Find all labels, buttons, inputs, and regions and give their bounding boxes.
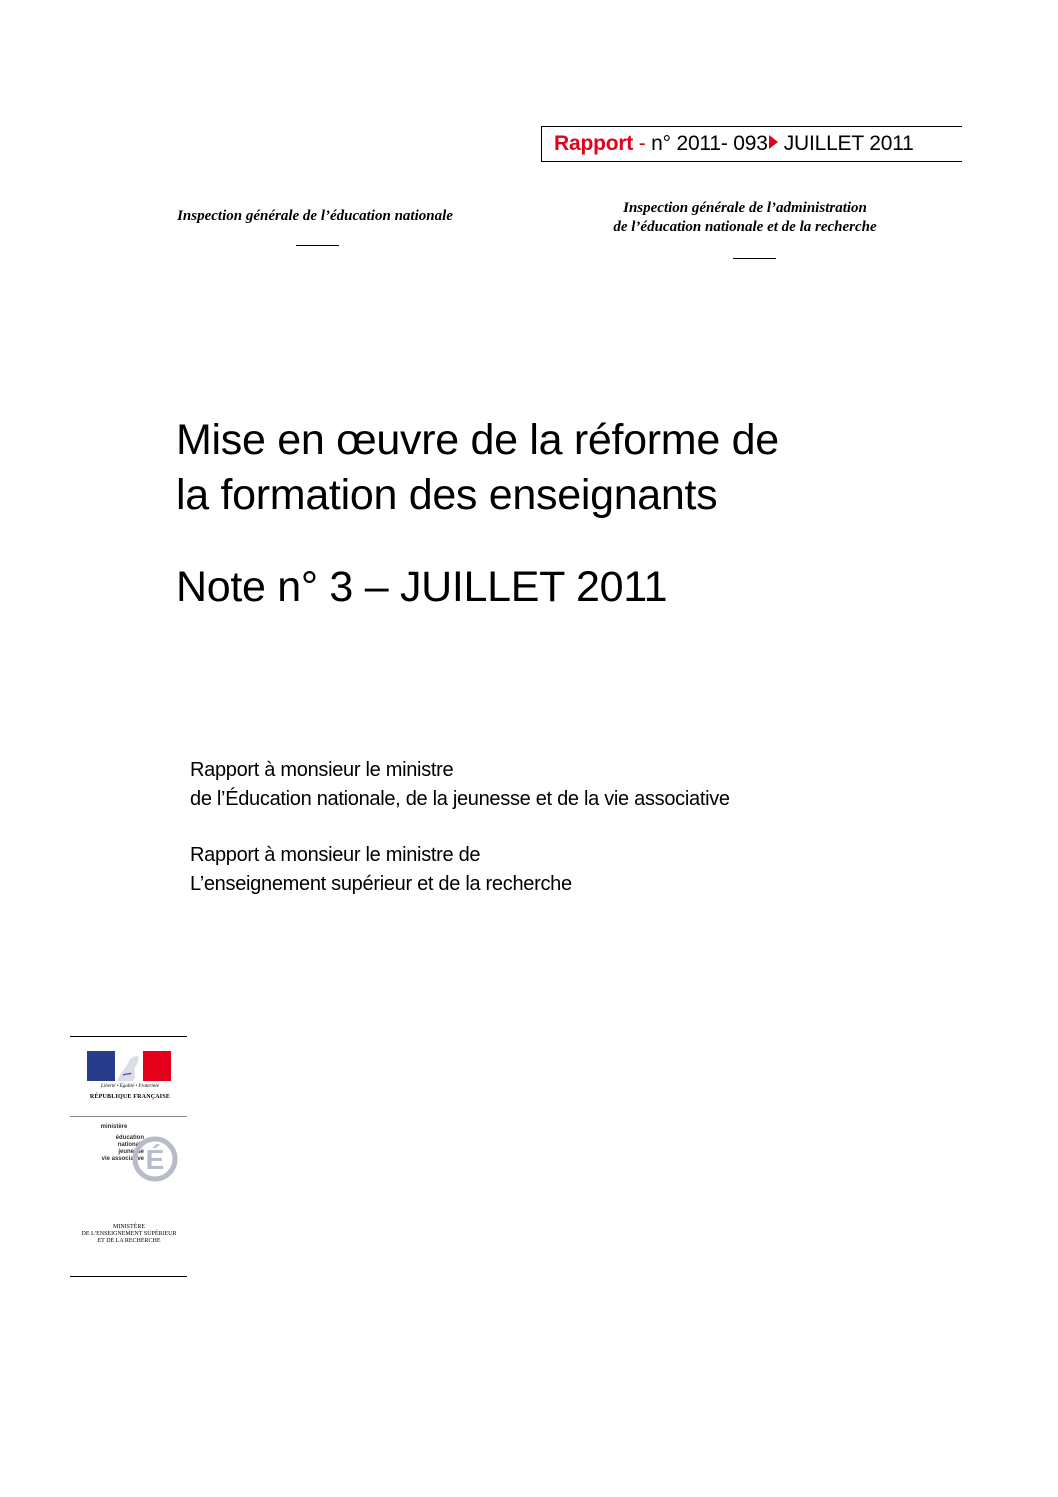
title-line1: Mise en œuvre de la réforme de	[176, 416, 779, 464]
ministere-label: ministère	[100, 1124, 128, 1130]
report-label: Rapport	[554, 132, 634, 155]
org-igaenr-line1: Inspection générale de l’administration	[623, 200, 867, 216]
logo-divider-top	[70, 1036, 187, 1037]
divider-right	[733, 258, 776, 259]
report-separator: -	[633, 132, 652, 155]
org-igaenr	[560, 199, 930, 237]
logo-divider-bottom	[70, 1276, 187, 1277]
recipient-men	[190, 756, 730, 814]
education-e-logo-icon	[132, 1127, 178, 1187]
ministere-line-1: éducation	[115, 1135, 144, 1141]
recipient-men-line2: de l’Éducation nationale, de la jeunesse et de la vie associative	[190, 788, 730, 810]
recipient-mesr	[190, 841, 572, 899]
logo-divider-mid	[70, 1116, 187, 1117]
ministere-line-3: jeunesse	[118, 1149, 144, 1155]
page-title	[176, 413, 779, 523]
recipient-mesr-line2: L’enseignement supérieur et de la recherche	[190, 873, 572, 895]
marianne-flag-icon	[87, 1051, 171, 1081]
org-igen: Inspection générale de l’éducation nationale	[177, 208, 453, 224]
arrow-right-icon	[769, 135, 778, 149]
report-reference	[554, 132, 914, 156]
ministere-line-4: vie associative	[101, 1156, 144, 1162]
title-line2: la formation des enseignants	[176, 471, 718, 519]
mesr-line-1: MINISTÈRE	[113, 1224, 145, 1230]
ministere-line-2: nationale	[117, 1142, 144, 1148]
report-number: n° 2011- 093	[651, 132, 768, 155]
marianne-motto: Liberté • Égalité • Fraternité	[101, 1084, 159, 1089]
org-igaenr-line2: de l’éducation nationale et de la recherche	[613, 219, 877, 235]
divider-left	[296, 245, 339, 246]
svg-text:É: É	[145, 1144, 165, 1175]
mesr-line-2: DE L’ENSEIGNEMENT SUPÉRIEUR	[81, 1231, 177, 1237]
republique-francaise: RÉPUBLIQUE FRANÇAISE	[89, 1094, 171, 1100]
recipient-mesr-line1: Rapport à monsieur le ministre de	[190, 844, 481, 866]
recipient-men-line1: Rapport à monsieur le ministre	[190, 759, 454, 781]
report-date: JUILLET 2011	[783, 132, 914, 155]
report-reference-box	[541, 126, 962, 162]
note-number: Note n° 3 – JUILLET 2011	[176, 563, 668, 611]
ministere-mesr	[70, 1224, 188, 1245]
mesr-line-3: ET DE LA RECHERCHE	[97, 1238, 161, 1244]
